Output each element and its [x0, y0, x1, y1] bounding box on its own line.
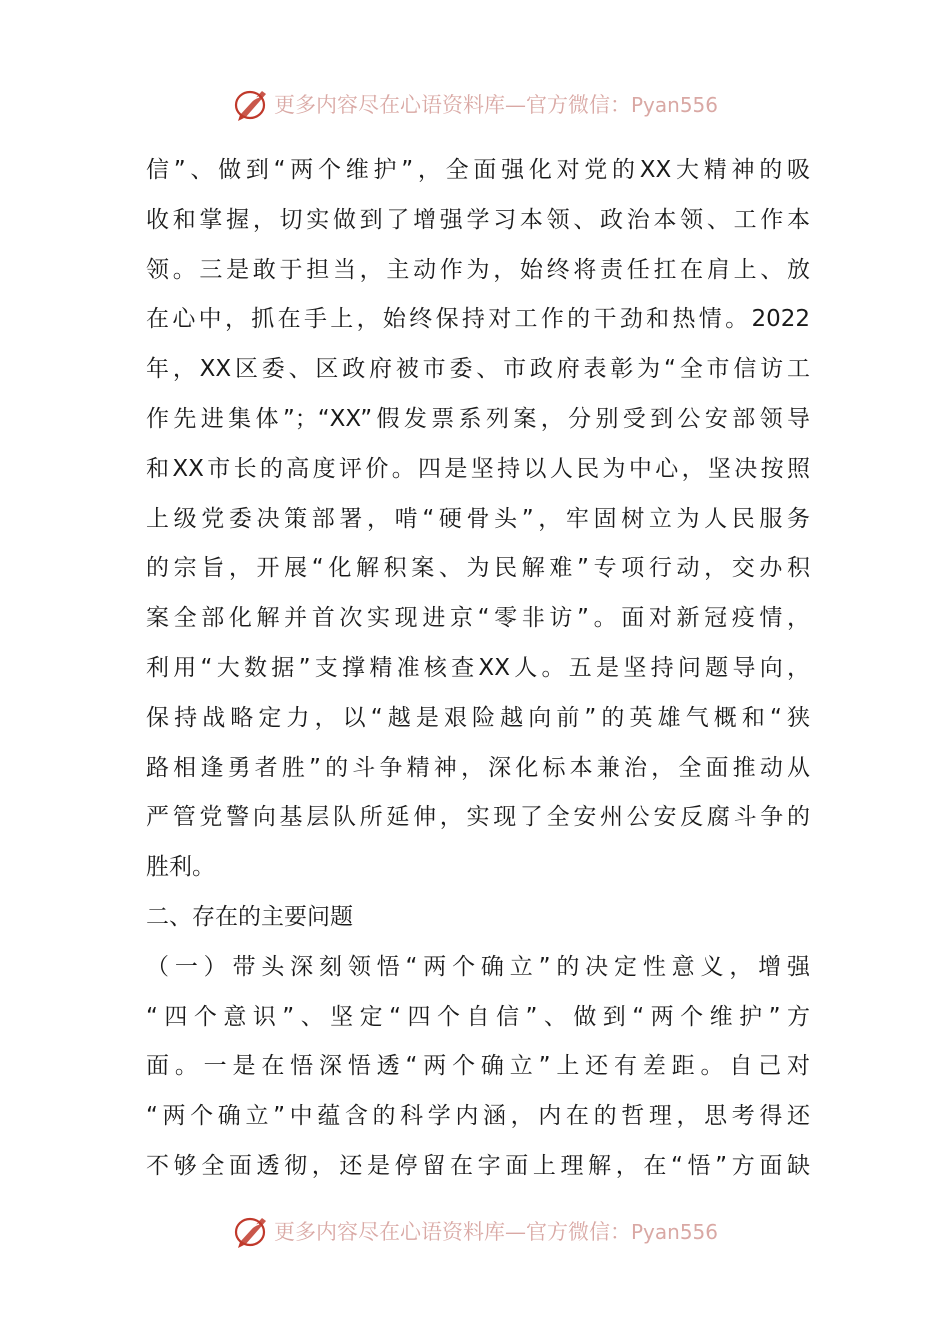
body-line: 不够全面透彻，还是停留在字面上理解，在“悟”方面缺 — [146, 1152, 810, 1179]
body-line: 收和掌握，切实做到了增强学习本领、政治本领、工作本 — [146, 206, 810, 233]
body-line: 作先进集体”；“XX”假发票系列案，分别受到公安部领导 — [146, 405, 810, 432]
body-line: 路相逢勇者胜”的斗争精神，深化标本兼治，全面推动从 — [146, 754, 810, 781]
body-line: “四个意识”、坚定“四个自信”、做到“两个维护”方 — [146, 1003, 810, 1030]
body-line: 信”、做到“两个维护”，全面强化对党的XX大精神的吸 — [146, 157, 810, 183]
body-line: 在心中，抓在手上，始终保持对工作的干劲和热情。2022 — [146, 306, 810, 333]
body-line: 的宗旨，开展“化解积案、为民解难”专项行动，交办积 — [146, 555, 810, 582]
body-line: 保持战略定力，以“越是艰险越向前”的英雄气概和“狭 — [146, 704, 810, 731]
pen-logo-icon — [232, 85, 272, 123]
banner-text: 更多内容尽在心语资料库—官方微信：Pyan556 — [273, 93, 718, 117]
pen-logo-icon — [232, 1212, 272, 1250]
banner-text: 更多内容尽在心语资料库—官方微信：Pyan556 — [273, 1220, 718, 1244]
header-watermark-banner — [0, 84, 950, 124]
footer-watermark-banner — [0, 1211, 950, 1251]
body-line: 严管党警向基层队所延伸，实现了全安州公安反腐斗争的 — [146, 804, 810, 831]
body-line: 案全部化解并首次实现进京“零非访”。面对新冠疫情， — [146, 605, 810, 632]
section-heading: 二、存在的主要问题 — [146, 903, 353, 930]
document-body — [146, 146, 810, 1192]
body-line: 面。一是在悟深悟透“两个确立”上还有差距。自己对 — [146, 1053, 810, 1080]
body-line: 和XX市长的高度评价。四是坚持以人民为中心，坚决按照 — [146, 455, 810, 482]
body-line: 年，XX区委、区政府被市委、市政府表彰为“全市信访工 — [146, 356, 810, 383]
paragraph-end-line: 胜利。 — [146, 854, 215, 881]
body-line: （一）带头深刻领悟“两个确立”的决定性意义，增强 — [146, 953, 810, 980]
body-line: “两个确立”中蕴含的科学内涵，内在的哲理，思考得还 — [146, 1103, 810, 1130]
body-line: 领。三是敢于担当，主动作为，始终将责任扛在肩上、放 — [146, 256, 810, 283]
body-line: 上级党委决策部署，啃“硬骨头”，牢固树立为人民服务 — [146, 505, 810, 532]
body-line: 利用“大数据”支撑精准核查XX人。五是坚持问题导向， — [146, 654, 810, 681]
